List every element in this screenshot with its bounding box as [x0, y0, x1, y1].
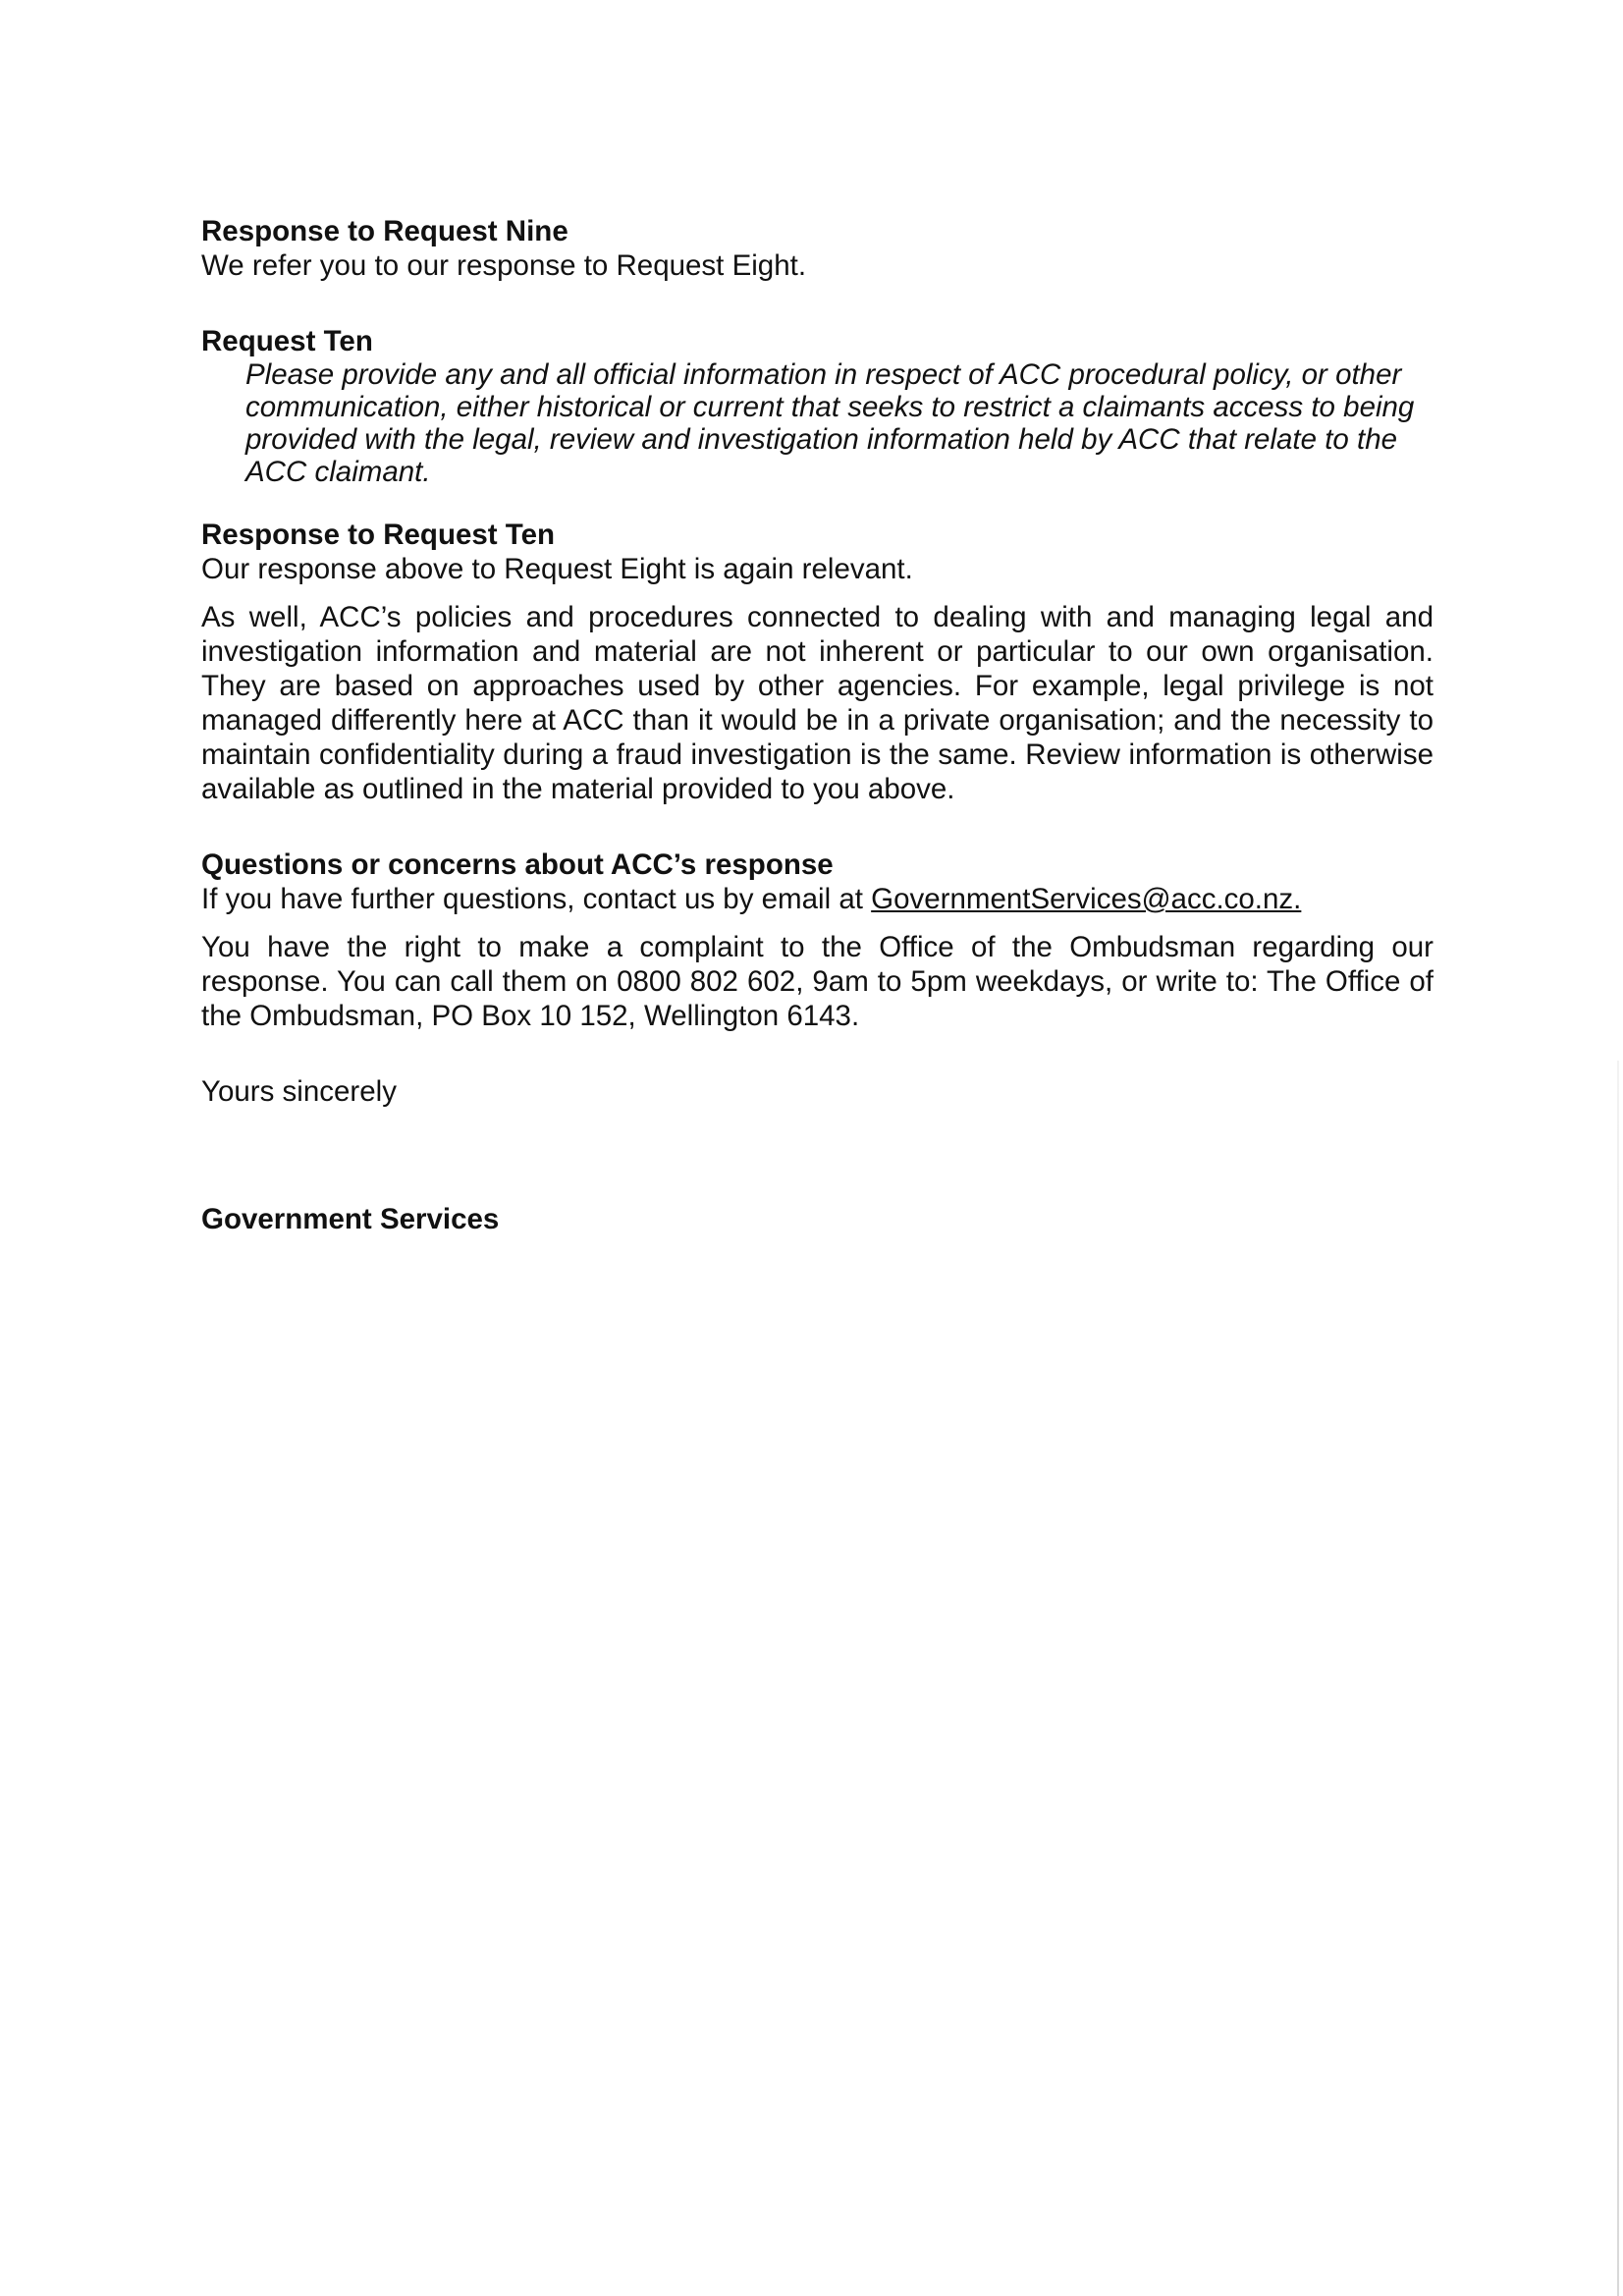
scan-edge-line	[1617, 1061, 1619, 2296]
questions-text-prefix: If you have further questions, contact us by email at	[201, 883, 872, 915]
response-ten-text-1: Our response above to Request Eight is again relevant.	[201, 553, 913, 585]
email-link[interactable]: GovernmentServices@acc.co.nz.	[871, 883, 1302, 915]
response-ten-text-2: As well, ACC’s policies and procedures connected to dealing with and managing legal and investigation information and material are not inherent or particular to our own organisation. They are based on approaches used by other agencies. For example, legal privilege is not managed differently here at ACC than it would be in a private organisation; and the necessity to maintain confidentiality during a fraud investigation is the same. Review information is otherwise available as outlined in the material provided to you above.	[201, 601, 1434, 805]
request-ten-quote: Please provide any and all official information in respect of ACC procedural policy, or other communication, either historical or current that seeks to restrict a claimants access to being provided with the legal, review and investigation information held by ACC that relate to the ACC claimant.	[245, 358, 1415, 488]
letter-body	[201, 214, 1434, 1236]
response-nine-text: We refer you to our response to Request Eight.	[201, 249, 807, 282]
signatory: Government Services	[201, 1203, 500, 1235]
salutation: Yours sincerely	[201, 1075, 397, 1108]
request-ten-heading: Request Ten	[201, 325, 373, 357]
response-nine-heading: Response to Request Nine	[201, 215, 568, 247]
response-ten-heading: Response to Request Ten	[201, 519, 556, 551]
questions-text	[201, 882, 1434, 916]
questions-heading: Questions or concerns about ACC’s response	[201, 848, 834, 881]
ombudsman-text: You have the right to make a complaint to the Office of the Ombudsman regarding our response. You can call them on 0800 802 602, 9am to 5pm weekdays, or write to: The Office of the Ombudsman, PO Box 10 152, Wellington 6143.	[201, 931, 1434, 1032]
